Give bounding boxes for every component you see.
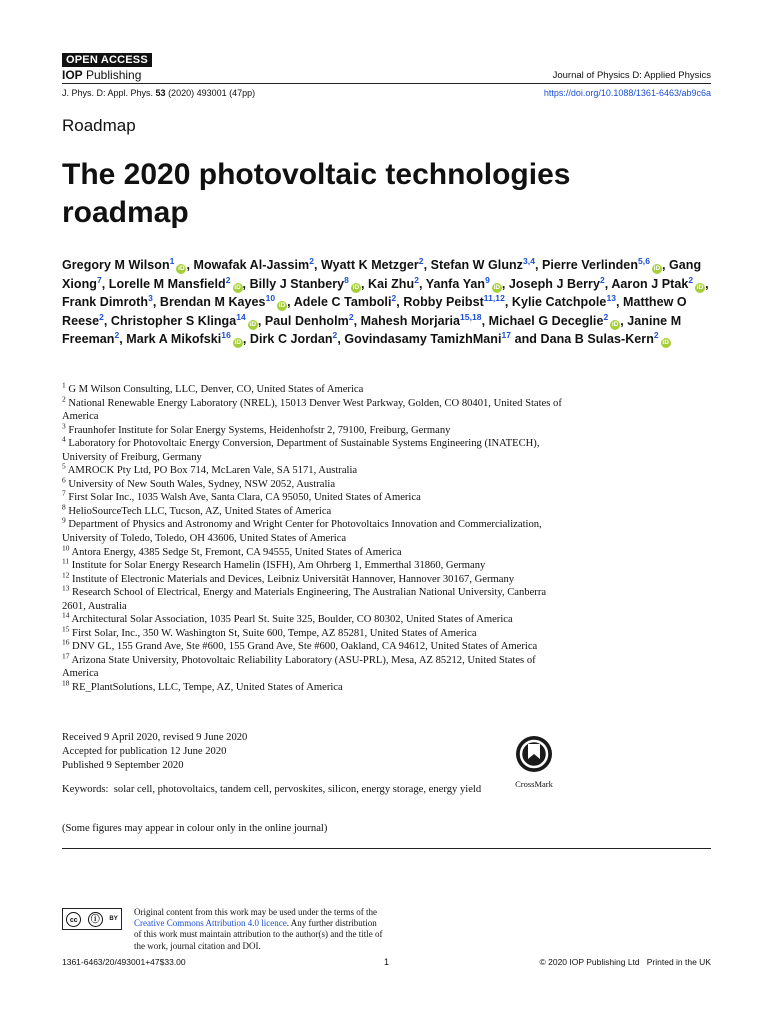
author-affiliation-ref[interactable]: 13 xyxy=(606,293,616,304)
affiliation-number: 4 xyxy=(62,434,66,444)
affiliation-number: 10 xyxy=(62,543,70,553)
author-affiliation-ref[interactable]: 15,18 xyxy=(460,311,482,322)
affiliation-number: 16 xyxy=(62,637,70,647)
affiliation-item xyxy=(62,543,562,560)
section-label: Roadmap xyxy=(62,116,136,135)
affiliation-text: Institute of Electronic Materials and Devices, Leibniz Universität Hannover, Hannover 30167, Germany xyxy=(69,573,515,585)
affiliation-text: AMROCK Pty Ltd, PO Box 714, McLaren Vale, SA 5171, Australia xyxy=(65,465,358,477)
license-link[interactable]: Creative Commons Attribution 4.0 licence xyxy=(134,918,287,929)
author-affiliation-ref[interactable]: 3 xyxy=(148,293,153,304)
affiliation-item xyxy=(62,488,562,505)
author-name: Joseph J Berry xyxy=(508,276,600,291)
author-affiliation-ref[interactable]: 2 xyxy=(99,311,104,322)
cc-by-logo[interactable] xyxy=(62,908,122,930)
author-affiliation-ref[interactable]: 2 xyxy=(418,255,424,266)
author-affiliation-ref[interactable]: 7 xyxy=(96,274,102,285)
orcid-icon[interactable]: iD xyxy=(178,265,185,272)
author-affiliation-ref[interactable]: 2 xyxy=(603,311,609,322)
header-rule xyxy=(62,83,711,84)
author-name: Govindasamy TamizhMani xyxy=(344,332,502,347)
affiliation-number: 2 xyxy=(62,394,66,404)
crossmark-icon xyxy=(515,735,553,773)
affiliation-number: 1 xyxy=(62,380,66,390)
author-name: Aaron J Ptak xyxy=(611,276,689,291)
author-affiliation-ref[interactable]: 8 xyxy=(344,274,349,285)
author-name: Gang Xiong xyxy=(62,258,702,291)
colour-note: (Some figures may appear in colour only in the online journal) xyxy=(62,823,328,834)
affiliation-number: 6 xyxy=(62,475,66,485)
author xyxy=(108,274,243,291)
published-date: Published 9 September 2020 xyxy=(62,760,184,771)
author xyxy=(542,255,662,272)
author-name: Mahesh Morjaria xyxy=(360,313,461,328)
author xyxy=(541,332,671,346)
author xyxy=(62,255,186,272)
author-name: Pierre Verlinden xyxy=(542,258,638,272)
author-name: Kylie Catchpole xyxy=(511,295,607,310)
author-list: Gregory M Wilson$^1$iD , Mowafak Al-Jassim$^2$, Wyatt K Metzger$^2$, Stefan W Glunz$^{3,4}$, Pierre Verlinden$^{5,6}$iD , Gang Xiong$^7$, Lorelle M Mansfield$^2$iD , Billy J Stanbery$^8$iD , Kai Zhu$^2$, Yanfa Yan$^9$iD , Joseph J Berry$^2$, Aaron J Ptak$^2$iD , Frank Dimroth$^3$, Brendan M Kayes$^{10}$iD , Adele C Tamboli$^2$, Robby Peibst$^{11,12}$, Kylie Catchpole$^{13}$, Matthew O Reese$^2$, Christopher S Klinga$^{14}$iD , Paul Denholm$^2$, Mahesh Morjaria$^{15,18}$, Michael G Deceglie$^2$iD , Janine M Freeman$^2$, Mark A Mikofski$^{16}$iD , Dirk C Jordan$^2$, Govindasamy TamizhMani$^{17}$ and Dana B Sulas-Kern$^2$iD xyxy=(62,255,709,347)
affiliation-text: HelioSourceTech LLC, Tucson, AZ, United States of America xyxy=(65,505,332,517)
open-access-badge: OPEN ACCESS xyxy=(62,53,152,67)
affiliation-number: 13 xyxy=(62,583,70,593)
affiliation-item xyxy=(62,515,562,545)
author-name: Christopher S Klinga xyxy=(110,313,237,328)
author xyxy=(430,255,535,272)
orcid-icon[interactable]: iD xyxy=(662,339,669,347)
affiliation-item xyxy=(62,624,562,641)
article-dates xyxy=(62,731,247,773)
author-name: Stefan W Glunz xyxy=(430,258,523,272)
journal-name: Journal of Physics D: Applied Physics xyxy=(552,70,711,81)
author-name: Mowafak Al-Jassim xyxy=(193,258,310,272)
affiliation-item xyxy=(62,651,562,681)
affiliation-text: G M Wilson Consulting, LLC, Denver, CO, United States of America xyxy=(65,384,364,395)
affiliation-text: Architectural Solar Association, 1035 Pearl St. Suite 325, Boulder, CO 80302, United States of America xyxy=(69,614,513,626)
affiliation-number: 11 xyxy=(62,556,70,566)
by-label: BY xyxy=(109,916,118,922)
author xyxy=(344,332,511,346)
author-name: Brendan M Kayes xyxy=(159,295,266,310)
author xyxy=(160,295,287,309)
author-affiliation-ref[interactable]: 2 xyxy=(309,255,314,266)
affiliation-text: Laboratory for Photovoltaic Energy Conversion, Department of Sustainable Systems Engineering (INATECH), University of Freiburg, Germany xyxy=(62,438,540,463)
affiliation-number: 18 xyxy=(62,678,70,688)
author xyxy=(62,295,153,309)
author xyxy=(403,295,505,309)
author-name: Michael G Deceglie xyxy=(488,313,604,328)
affiliation-item xyxy=(62,421,562,438)
affiliation-item xyxy=(62,394,562,424)
author xyxy=(193,255,314,272)
author-affiliation-ref[interactable]: 11,12 xyxy=(483,293,505,304)
author-affiliation-ref[interactable]: 2 xyxy=(688,274,694,285)
affiliation-text: Antora Energy, 4385 Sedge St, Fremont, CA 94555, United States of America xyxy=(69,546,402,558)
affiliation-text: Arizona State University, Photovoltaic Reliability Laboratory (ASU-PRL), Mesa, AZ 85212, United States of America xyxy=(62,654,536,680)
license-text: Original content from this work may be used under the terms of the Creative Commons Attribution 4.0 licence. Any further distribution of this work must maintain attribution to the author(s) and the title of the work, journal citation and DOI. xyxy=(134,907,383,951)
author-affiliation-ref[interactable]: 16 xyxy=(221,330,231,341)
affiliation-text: Fraunhofer Institute for Solar Energy Systems, Heidenhofstr 2, 79100, Freiburg, Germany xyxy=(65,424,451,436)
section-rule xyxy=(62,848,711,849)
author-affiliation-ref[interactable]: 2 xyxy=(414,274,419,285)
affiliation-item xyxy=(62,583,562,613)
affiliation-text: First Solar Inc., 1035 Walsh Ave, Santa Clara, CA 95050, United States of America xyxy=(65,492,421,504)
footer-copyright: © 2020 IOP Publishing Ltd Printed in the UK xyxy=(539,957,711,967)
author-name: Lorelle M Mansfield xyxy=(108,276,226,291)
affiliation-number: 5 xyxy=(62,461,66,471)
author-name: Robby Peibst xyxy=(403,295,484,310)
affiliation-text: University of New South Wales, Sydney, NSW 2052, Australia xyxy=(65,478,336,490)
affiliation-item xyxy=(62,610,562,627)
author-affiliation-ref[interactable]: 17 xyxy=(501,330,512,341)
affiliation-item xyxy=(62,556,562,573)
author-affiliation-ref[interactable]: 2 xyxy=(225,274,231,285)
publisher-logo: IOP Publishing xyxy=(62,68,142,82)
affiliation-item xyxy=(62,475,562,492)
author xyxy=(368,274,419,291)
orcid-icon[interactable]: iD xyxy=(493,283,501,291)
author xyxy=(611,274,705,291)
author xyxy=(294,295,397,309)
affiliation-number: 14 xyxy=(62,610,70,620)
orcid-icon[interactable]: iD xyxy=(696,283,704,291)
affiliation-item xyxy=(62,678,562,695)
affiliation-number: 7 xyxy=(62,488,66,498)
crossmark-button[interactable] xyxy=(509,735,559,789)
author-affiliation-ref[interactable]: 1 xyxy=(169,255,175,266)
orcid-icon[interactable]: iD xyxy=(352,283,360,291)
author xyxy=(321,255,424,272)
citation: J. Phys. D: Appl. Phys. 53 (2020) 493001 (47pp) xyxy=(62,88,256,98)
author-name: Adele C Tamboli xyxy=(293,295,392,310)
doi-link[interactable]: https://doi.org/10.1088/1361-6463/ab9c6a xyxy=(543,88,711,98)
affiliation-text: Department of Physics and Astronomy and Wright Center for Photovoltaics Innovation and Commercialization, University of Toledo, Toledo, OH 43606, United States of America xyxy=(62,519,542,545)
affiliation-item xyxy=(62,434,562,464)
orcid-icon[interactable]: iD xyxy=(234,283,241,291)
affiliation-item xyxy=(62,502,562,519)
author-name: Dirk C Jordan xyxy=(249,332,333,347)
affiliation-number: 12 xyxy=(62,570,70,580)
author-affiliation-ref[interactable]: 2 xyxy=(348,311,354,322)
affiliation-list xyxy=(62,380,562,695)
crossmark-label: CrossMark xyxy=(515,779,553,789)
author xyxy=(425,274,502,291)
footer-code: 1361-6463/20/493001+47$33.00 xyxy=(62,957,186,967)
author-affiliation-ref[interactable]: 3,4 xyxy=(523,255,535,266)
author xyxy=(512,295,616,309)
affiliation-item xyxy=(62,570,562,587)
author-affiliation-ref[interactable]: 14 xyxy=(236,311,246,322)
orcid-icon[interactable]: iD xyxy=(234,339,242,347)
affiliation-number: 8 xyxy=(62,502,66,512)
author-affiliation-ref[interactable]: 2 xyxy=(599,274,605,285)
author xyxy=(508,274,605,291)
affiliation-number: 17 xyxy=(62,651,70,661)
orcid-icon[interactable]: iD xyxy=(278,302,286,310)
author-affiliation-ref[interactable]: 2 xyxy=(391,293,397,304)
author-name: Janine M Freeman xyxy=(62,313,682,347)
author-affiliation-ref[interactable]: 2 xyxy=(332,330,338,341)
author xyxy=(250,332,337,346)
author-name: Yanfa Yan xyxy=(425,276,486,291)
affiliation-number: 3 xyxy=(62,421,66,431)
author-affiliation-ref[interactable]: 10 xyxy=(265,293,276,304)
author-affiliation-ref[interactable]: 2 xyxy=(653,330,659,341)
author xyxy=(488,311,621,328)
author-affiliation-ref[interactable]: 2 xyxy=(114,330,120,341)
keywords: Keywords: solar cell, photovoltaics, tandem cell, pervoskites, silicon, energy storage, energy yield xyxy=(62,784,482,795)
author-affiliation-ref[interactable]: 9 xyxy=(485,274,490,285)
author-name: Mark A Mikofski xyxy=(126,332,222,347)
affiliation-item xyxy=(62,461,562,478)
orcid-icon[interactable]: iD xyxy=(611,320,619,328)
author-affiliation-ref[interactable]: 5,6 xyxy=(638,255,650,266)
author xyxy=(249,274,361,291)
page-title: The 2020 photovoltaic technologies roadmap xyxy=(62,158,571,229)
author xyxy=(126,332,243,346)
author xyxy=(360,311,482,328)
affiliation-text: First Solar, Inc., 350 W. Washington St, Suite 600, Tempe, AZ 85281, United States of America xyxy=(69,627,477,639)
author-name: Wyatt K Metzger xyxy=(321,258,419,272)
affiliation-item xyxy=(62,380,562,397)
affiliation-text: RE_PlantSolutions, LLC, Tempe, AZ, United States of America xyxy=(69,682,343,694)
author xyxy=(110,311,258,328)
affiliation-text: Research School of Electrical, Energy and Materials Engineering, The Australian National University, Canberra 2601, Australia xyxy=(62,587,547,612)
by-person-icon: ⓘ xyxy=(88,912,103,927)
author-name: Frank Dimroth xyxy=(62,295,149,310)
accepted-date: Accepted for publication 12 June 2020 xyxy=(62,746,227,757)
author-name: Kai Zhu xyxy=(368,276,415,291)
affiliation-item xyxy=(62,637,562,654)
author-name: Billy J Stanbery xyxy=(249,276,345,291)
author-name: Paul Denholm xyxy=(264,313,349,328)
cc-icon: cc xyxy=(66,912,81,927)
page-number: 1 xyxy=(384,957,390,967)
orcid-icon[interactable]: iD xyxy=(653,265,661,272)
affiliation-text: DNV GL, 155 Grand Ave, Ste #600, 155 Grand Ave, Ste #600, Oakland, CA 94612, United States of America xyxy=(69,641,538,653)
orcid-icon[interactable]: iD xyxy=(249,320,257,328)
received-date: Received 9 April 2020, revised 9 June 2020 xyxy=(62,732,248,743)
affiliation-text: National Renewable Energy Laboratory (NREL), 15013 Denver West Parkway, Golden, CO 80401, United States of America xyxy=(62,397,562,423)
affiliation-text: Institute for Solar Energy Research Hamelin (ISFH), Am Ohrberg 1, Emmerthal 31860, Germany xyxy=(69,560,486,572)
author-name: Dana B Sulas-Kern xyxy=(540,332,654,347)
author-name: Gregory M Wilson xyxy=(62,258,170,272)
author xyxy=(264,311,354,328)
author-name: Matthew O Reese xyxy=(62,295,687,328)
affiliation-number: 15 xyxy=(62,624,70,634)
affiliation-number: 9 xyxy=(62,515,66,525)
